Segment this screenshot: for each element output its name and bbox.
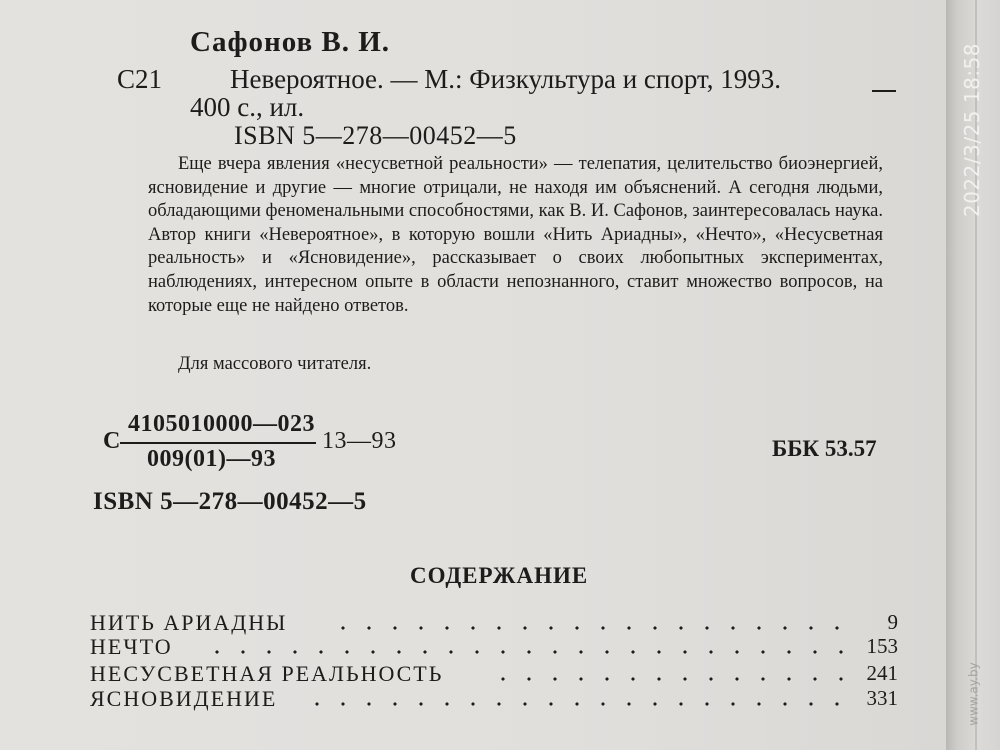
toc-page-number: 153: [866, 634, 898, 658]
toc-page-number: 241: [866, 661, 898, 685]
timestamp-text: 2022/3/25 18:58: [960, 42, 985, 218]
contents-heading: СОДЕРЖАНИЕ: [410, 563, 589, 588]
watermark-text: www.ay.by: [967, 662, 981, 726]
audience-note: Для массового читателя.: [178, 354, 372, 374]
toc-title: НЕЧТО: [90, 634, 173, 659]
toc-page-number: 331: [866, 686, 898, 710]
catalog-numerator: 4105010000—023: [128, 411, 315, 437]
toc-title: НЕСУСВЕТНАЯ РЕАЛЬНОСТЬ: [90, 661, 444, 686]
abstract-text: Еще вчера явления «несусветной реальности» — телепатия, целительство биоэнергией, ясновидение и другие — многие отрицали, не находя им объяснений. А сегодня людьми, обладающими феноменальными способностями, как В. И. Сафонов, заинтересовалась наука. Автор книги «Невероятное», в которую вошли «Нить Ариадны», «Нечто», «Несусветная реальность» и «Ясновидение», рассказывает о своих любопытных экспериментах, наблюдениях, интересном опыте в области непознанного, ставит множество вопросов, на которые еще не найдено ответов.: [148, 154, 883, 316]
author-name: Сафонов В. И.: [190, 26, 391, 58]
toc-title: ЯСНОВИДЕНИЕ: [90, 686, 278, 711]
isbn-header: ISBN 5—278—00452—5: [234, 121, 517, 150]
bbk-code: ББК 53.57: [772, 436, 877, 461]
catalog-suffix: 13—93: [322, 428, 397, 454]
catalog-denominator: 009(01)—93: [147, 446, 276, 472]
catalog-letter: С: [103, 428, 121, 454]
toc-leader-dots: [304, 702, 854, 706]
toc-leader-dots: [204, 650, 854, 654]
fraction-line: [120, 442, 316, 444]
book-abstract: [148, 153, 883, 318]
toc-row: [90, 661, 898, 685]
page-count-line: 400 с., ил.: [190, 92, 305, 122]
bibliographic-title-line: Невероятное. — М.: Физкультура и спорт, 1993.: [230, 64, 782, 94]
toc-leader-dots: [490, 677, 854, 681]
site-watermark: [962, 640, 986, 748]
photo-timestamp: [958, 12, 986, 248]
toc-title: НИТЬ АРИАДНЫ: [90, 610, 288, 635]
catalog-code: С21: [117, 64, 163, 94]
toc-page-number: 9: [887, 610, 898, 634]
toc-leader-dots: [330, 626, 854, 630]
toc-row: [90, 686, 898, 710]
isbn-footer: ISBN 5—278—00452—5: [93, 488, 367, 515]
toc-row: [90, 634, 898, 658]
toc-row: [90, 610, 898, 634]
continuation-dash: [872, 90, 896, 92]
